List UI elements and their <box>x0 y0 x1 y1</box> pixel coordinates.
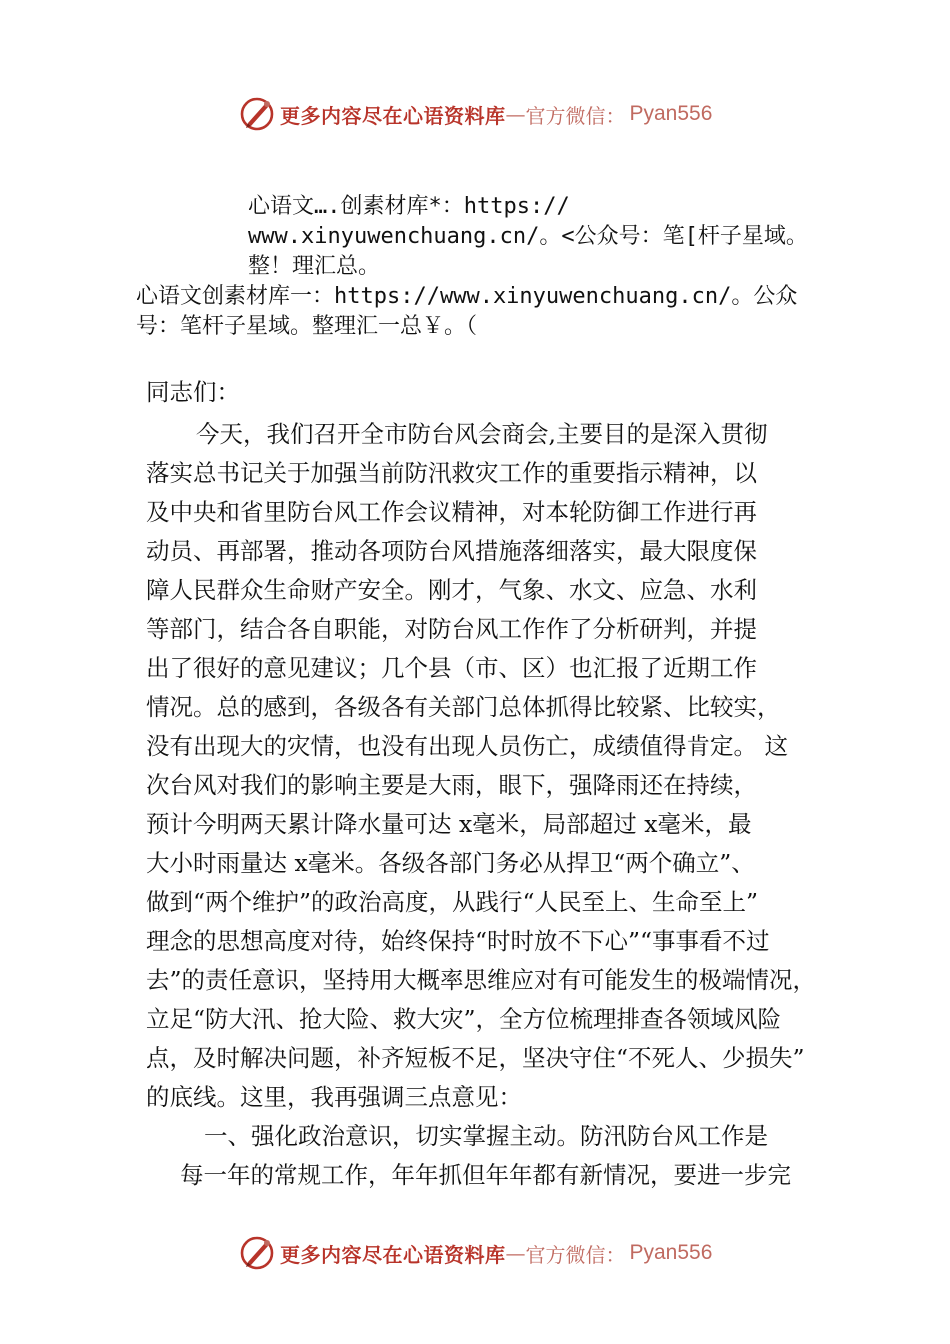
banner-separator: — <box>505 102 526 126</box>
body-line-20: 每一年的常规工作，年年抓但年年都有新情况，要进一步完 <box>180 1161 791 1189</box>
body-line-6: 等部门，结合各自职能，对防台风工作作了分析研判，并提 <box>146 615 757 643</box>
header-line-2: www.xinyuwenchuang.cn/。<公众号：笔[杆子星域。 <box>248 224 808 249</box>
body-line-10: 次台风对我们的影响主要是大雨，眼下，强降雨还在持续， <box>146 771 757 799</box>
header-line-5: 号：笔杆子星域。整理汇一总￥。（ <box>136 314 478 339</box>
body-line-8: 情况。总的感到，各级各有关部门总体抓得比较紧、比较实， <box>146 693 781 721</box>
banner-wechat-id: Pyan556 <box>629 1241 713 1264</box>
body-line-15: 去”的责任意识，坚持用大概率思维应对有可能发生的极端情况， <box>146 966 817 994</box>
body-line-11: 预计今明两天累计降水量可达 x毫米，局部超过 x毫米，最 <box>146 810 752 838</box>
body-line-17: 点，及时解决问题，补齐短板不足，坚决守住“不死人、少损失” <box>146 1044 805 1072</box>
top-banner <box>238 94 712 134</box>
header-line-1: 心语文….创素材库*：https:// <box>248 194 570 219</box>
body-line-12: 大小时雨量达 x毫米。各级各部门务必从捍卫“两个确立”、 <box>146 849 755 877</box>
body-line-7: 出了很好的意见建议；几个县（市、区）也汇报了近期工作 <box>146 654 757 682</box>
banner-label: 官方微信： <box>525 1242 626 1267</box>
body-line-2: 落实总书记关于加强当前防汛救灾工作的重要指示精神，以 <box>146 459 757 487</box>
body-line-19: 一、强化政治意识，切实掌握主动。防汛防台风工作是 <box>204 1122 768 1150</box>
body-line-9: 没有出现大的灾情，也没有出现人员伤亡，成绩值得肯定。 这 <box>146 732 788 760</box>
body-line-13: 做到“两个维护”的政治高度，从践行“人民至上、生命至上” <box>146 888 759 916</box>
banner-wechat-id: Pyan556 <box>629 102 713 125</box>
body-line-16: 立足“防大汛、抢大险、救大灾”，全方位梳理排查各领域风险 <box>146 1005 782 1033</box>
pen-logo-icon <box>238 95 276 133</box>
banner-text: 更多内容尽在心语资料库 <box>280 103 506 128</box>
banner-label: 官方微信： <box>525 103 626 128</box>
body-line-18: 的底线。这里，我再强调三点意见： <box>146 1083 522 1111</box>
bottom-banner <box>238 1233 712 1273</box>
header-line-3: 整！理汇总。 <box>248 254 381 279</box>
body-line-5: 障人民群众生命财产安全。刚才，气象、水文、应急、水利 <box>146 576 757 604</box>
pen-logo-icon <box>238 1234 276 1272</box>
header-line-4: 心语文创素材库一：https://www.xinyuwenchuang.cn/。公众 <box>136 284 798 309</box>
banner-text: 更多内容尽在心语资料库 <box>280 1242 506 1267</box>
body-line-3: 及中央和省里防台风工作会议精神，对本轮防御工作进行再 <box>146 498 757 526</box>
salutation: 同志们： <box>146 378 240 406</box>
body-line-4: 动员、再部署，推动各项防台风措施落细落实，最大限度保 <box>146 537 757 565</box>
body-line-1: 今天，我们召开全市防台风会商会,主要目的是深入贯彻 <box>196 420 768 448</box>
body-line-14: 理念的思想高度对待，始终保持“时时放不下心”“事事看不过 <box>146 927 770 955</box>
banner-separator: — <box>505 1241 526 1265</box>
